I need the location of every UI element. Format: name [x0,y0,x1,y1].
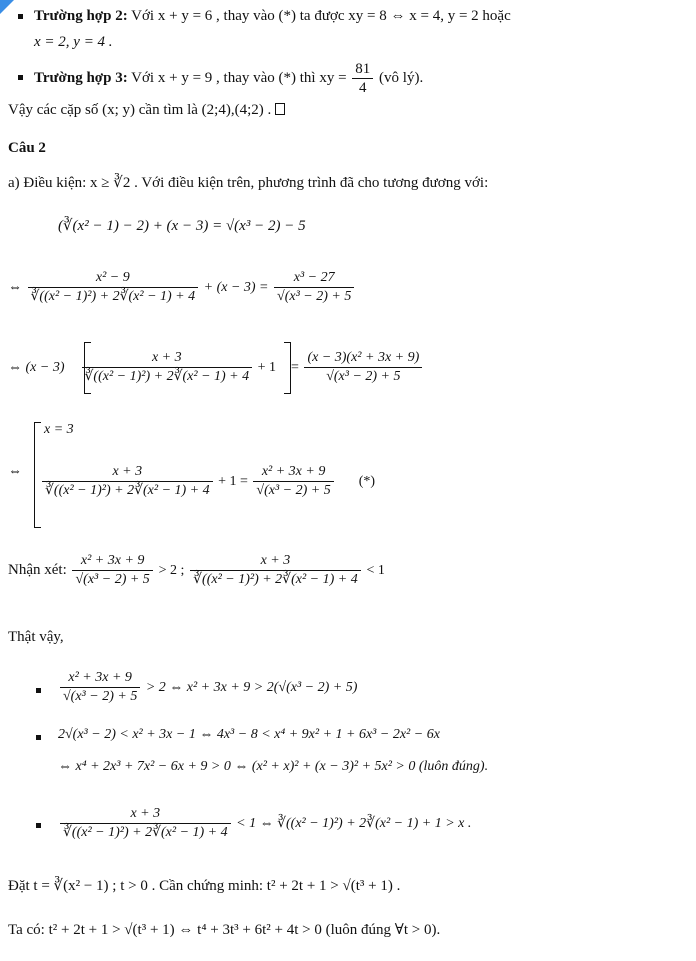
remark-line [8,540,385,601]
eq2-den1: ∛((x² − 1)²) + 2∛(x² − 1) + 4 [30,289,196,305]
b1-den: √(x³ − 2) + 5 [63,689,138,705]
bullet [18,75,23,80]
b3-den: ∛((x² − 1)²) + 2∛(x² − 1) + 4 [63,825,228,841]
remark-label: Nhận xét: [8,562,67,578]
case3-title: Trường hợp 3: [34,70,128,86]
remark-den2: ∛((x² − 1)²) + 2∛(x² − 1) + 4 [193,572,358,588]
b1-rest: > 2 ⇔ x² + 3x + 9 > 2(√(x³ − 2) + 5) [145,680,358,695]
case2-text: Với x + y = 6 , thay vào (*) ta được xy = 8 ⇔ x = 4, y = 2 hoặc [131,8,511,24]
case3-line [34,58,423,98]
eq4-den2: √(x³ − 2) + 5 [256,483,331,499]
eq4-lead: ⇔ [8,464,22,479]
case3-fraction [352,60,373,97]
eq2-mid: + (x − 3) = [203,280,269,295]
eq2-num2: x³ − 27 [274,269,354,288]
case3-text-b: (vô lý). [379,70,424,86]
case3-text-a: Với x + y = 9 , thay vào (*) thì xy = [131,70,347,86]
case3-frac-num: 81 [352,60,373,79]
bullet [36,735,41,740]
b1-num: x² + 3x + 9 [60,669,140,688]
eq4-den1: ∛((x² − 1)²) + 2∛(x² − 1) + 4 [45,483,210,499]
eq4-fraction-2 [253,463,333,500]
eq3-num2: (x − 3)(x² + 3x + 9) [304,349,422,368]
eq4-fraction-1 [42,463,213,500]
set-t-line: Đặt t = ∛(x² − 1) ; t > 0 . Cần chứng minh: t² + 2t + 1 > √(t³ + 1) . [8,878,401,894]
remark-den1: √(x³ − 2) + 5 [75,572,150,588]
eq4-plus1: + 1 = [218,474,248,489]
remark-fraction-2 [190,552,361,589]
eq3-eq: = [291,360,299,375]
b3-rest: < 1 ⇔ ∛((x² − 1)²) + 2∛(x² − 1) + 1 > x . [236,816,472,831]
bullet [36,823,41,828]
eq2-fraction-2 [274,269,354,306]
eq4-num1: x + 3 [42,463,213,482]
b2-line-2: ⇔ x⁴ + 2x³ + 7x² − 6x + 9 > 0 ⇔ (x² + x)² + (x − 3)² + 5x² > 0 (luôn đúng). [58,759,489,774]
remark-num2: x + 3 [190,552,361,571]
eq3-den1: ∛((x² − 1)²) + 2∛(x² − 1) + 4 [84,369,250,385]
eq2-num1: x² − 9 [28,269,199,288]
b2-line-1: 2√(x³ − 2) < x² + 3x − 1 ⇔ 4x³ − 8 < x⁴ + 9x² + 1 + 6x³ − 2x² − 6x [58,727,440,742]
eq4-tag: (*) [358,474,376,489]
final-line: Ta có: t² + 2t + 1 > √(t³ + 1) ⇔ t⁴ + 3t³ + 6t² + 4t > 0 (luôn đúng ∀t > 0). [8,922,441,938]
eq3-lead: ⇔ (x − 3) [8,360,65,375]
remark-num1: x² + 3x + 9 [72,552,152,571]
eq4-row1: x = 3 [44,422,74,437]
remark-lt: < 1 [366,563,385,578]
page-corner-mark [0,0,14,14]
case3-frac-den: 4 [359,80,367,97]
eq4-num2: x² + 3x + 9 [253,463,333,482]
eq3-num1: x + 3 [82,349,253,368]
eq3-plus1: + 1 [257,360,277,375]
b1-fraction [60,669,140,706]
eq3-fraction-1 [82,349,253,386]
question-heading: Câu 2 [8,140,46,156]
case2-title: Trường hợp 2: [34,8,128,24]
indeed-line: Thật vậy, [8,629,64,645]
case2-cont: x = 2, y = 4 . [34,34,113,50]
bullet-1-line [58,660,357,716]
equation-1: (∛(x² − 1) − 2) + (x − 3) = √(x³ − 2) − 5 [58,218,306,234]
equation-3 [8,338,424,398]
bullet-3-line [58,796,471,852]
eq2-fraction-1 [28,269,199,306]
eq3-fraction-2 [304,349,422,386]
b3-fraction [60,805,231,842]
bullet [36,688,41,693]
b3-num: x + 3 [60,805,231,824]
remark-fraction-1 [72,552,152,589]
part-a-line: a) Điều kiện: x ≥ ∛2 . Với điều kiện trên, phương trình đã cho tương đương với: [8,175,489,191]
conclusion-line [8,100,285,120]
conclusion-text: Vậy các cặp số (x; y) cần tìm là (2;4),(4;2) . [8,102,272,118]
eq2-lead: ⇔ [8,280,22,295]
eq3-den2: √(x³ − 2) + 5 [326,369,401,385]
qed-box-icon [275,103,285,115]
eq4-row2 [40,452,375,512]
remark-gt: > 2 ; [158,563,185,578]
eq2-den2: √(x³ − 2) + 5 [277,289,352,305]
case2-line [34,6,511,26]
equation-2 [8,258,356,318]
bullet [18,14,23,19]
